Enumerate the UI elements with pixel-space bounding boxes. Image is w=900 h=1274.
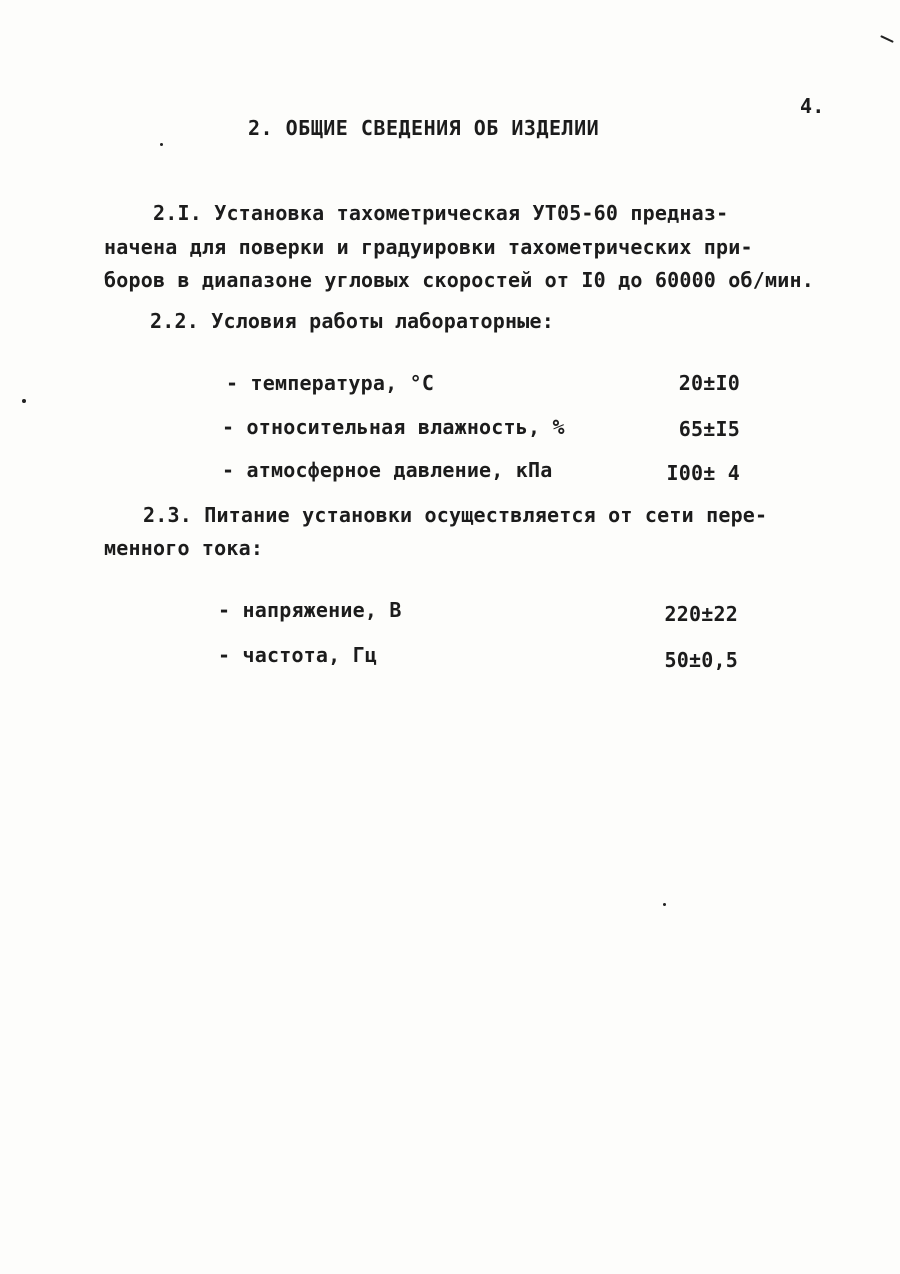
paragraph-2-2-line-1: 2.2. Условия работы лабораторные: — [150, 309, 554, 333]
section-heading: 2. ОБЩИЕ СВЕДЕНИЯ ОБ ИЗДЕЛИИ — [248, 116, 600, 140]
condition-humidity-label: - относительная влажность, % — [222, 415, 565, 439]
supply-frequency-value: 50±0,5 — [664, 648, 738, 672]
paragraph-2-1-line-2: начена для поверки и градуировки тахометрических при- — [104, 235, 753, 259]
paragraph-2-3-line-1: 2.3. Питание установки осуществляется от сети пере- — [143, 503, 768, 527]
scan-speck — [22, 399, 26, 403]
paragraph-2-1-line-1: 2.I. Установка тахометрическая УТ05-60 предназ- — [153, 201, 729, 225]
supply-frequency-label: - частота, Гц — [218, 643, 378, 667]
condition-pressure-value: I00± 4 — [666, 461, 740, 485]
condition-humidity-value: 65±I5 — [678, 417, 740, 441]
page-number: 4. — [800, 94, 825, 118]
paragraph-2-3-line-2: менного тока: — [104, 536, 264, 560]
scan-speck — [663, 903, 666, 906]
condition-pressure-label: - атмосферное давление, кПа — [222, 458, 553, 482]
paragraph-2-1-line-3: боров в диапазоне угловых скоростей от I0 до 60000 об/мин. — [104, 268, 814, 292]
condition-temperature-label: - температура, °С — [226, 371, 435, 395]
supply-voltage-value: 220±22 — [664, 602, 738, 626]
scan-speck — [880, 35, 894, 43]
scan-speck — [160, 143, 163, 146]
supply-voltage-label: - напряжение, В — [218, 598, 402, 622]
condition-temperature-value: 20±I0 — [678, 371, 740, 395]
